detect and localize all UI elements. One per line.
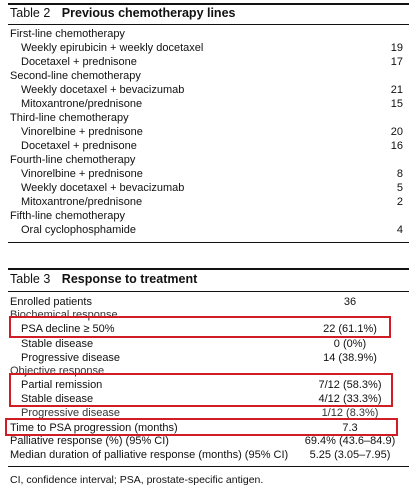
table2-label: Table 2 — [10, 6, 51, 20]
row-value: 8 — [396, 168, 403, 180]
row-label: Vinorelbine + prednisone — [21, 168, 143, 180]
table3-title: Response to treatment — [61, 272, 198, 286]
table2-row — [0, 167, 417, 181]
table3-row — [0, 295, 417, 309]
table2-header-rule — [8, 24, 409, 25]
row-value: 36 — [343, 296, 357, 308]
row-value: 17 — [390, 56, 403, 68]
row-label: Docetaxel + prednisone — [21, 56, 137, 68]
row-value: 16 — [390, 140, 403, 152]
row-label: Fifth-line chemotherapy — [10, 210, 125, 222]
row-value: 19 — [390, 42, 403, 54]
row-label: Vinorelbine + prednisone — [21, 126, 143, 138]
table3-footnote: CI, confidence interval; PSA, prostate-specific antigen. — [10, 474, 264, 486]
table2-row — [0, 181, 417, 195]
table3-row — [0, 351, 417, 365]
table3-row — [0, 434, 417, 448]
table2-row — [0, 125, 417, 139]
row-label: Oral cyclophosphamide — [21, 224, 136, 236]
table3-row — [0, 448, 417, 462]
row-label: Stable disease — [21, 393, 94, 405]
table2-row — [0, 41, 417, 55]
row-label: Second-line chemotherapy — [10, 70, 141, 82]
table2-row — [0, 27, 417, 41]
highlight-box-objective-response — [9, 373, 393, 407]
row-value: 0 (0%) — [333, 338, 367, 350]
highlight-box-time-to-progression — [5, 418, 398, 436]
highlight-box-psa-decline — [9, 316, 391, 338]
row-value: 1/12 (8.3%) — [321, 407, 379, 419]
table2-row — [0, 111, 417, 125]
table2-row — [0, 195, 417, 209]
table3-bottom-rule — [8, 466, 409, 467]
table2-row — [0, 223, 417, 237]
row-label: Time to PSA progression (months) — [10, 422, 178, 434]
table2-row — [0, 83, 417, 97]
table2-row — [0, 209, 417, 223]
row-label: Docetaxel + prednisone — [21, 140, 137, 152]
table2-bottom-rule — [8, 242, 409, 243]
row-label: Third-line chemotherapy — [10, 112, 129, 124]
table3-top-rule — [8, 268, 409, 270]
row-value: 5.25 (3.05–7.95) — [309, 449, 391, 461]
row-value: 7.3 — [342, 422, 358, 434]
row-value: 21 — [390, 84, 403, 96]
row-value: 20 — [390, 126, 403, 138]
table2-title: Previous chemotherapy lines — [61, 6, 236, 20]
table3-header-rule — [8, 291, 409, 292]
row-value: 5 — [396, 182, 403, 194]
row-label: Objective response — [10, 365, 105, 377]
row-label: Progressive disease — [21, 407, 121, 419]
row-label: Biochemical response — [10, 309, 118, 321]
row-label: Weekly epirubicin + weekly docetaxel — [21, 42, 204, 54]
table2-row — [0, 139, 417, 153]
row-label: Enrolled patients — [10, 296, 92, 308]
row-value: 7/12 (58.3%) — [318, 379, 382, 391]
row-value: 69.4% (43.6–84.9) — [304, 435, 396, 447]
row-label: Mitoxantrone/prednisone — [21, 98, 143, 110]
table3-caption — [10, 272, 197, 286]
table2-row — [0, 153, 417, 167]
table2-top-rule — [8, 3, 409, 5]
row-label: Weekly docetaxel + bevacizumab — [21, 182, 185, 194]
table2-row — [0, 69, 417, 83]
row-value: 15 — [390, 98, 403, 110]
table2-row — [0, 97, 417, 111]
row-value: 4/12 (33.3%) — [318, 393, 382, 405]
row-label: Median duration of palliative response (months) (95% CI) — [10, 449, 289, 461]
row-label: Weekly docetaxel + bevacizumab — [21, 84, 185, 96]
row-label: Fourth-line chemotherapy — [10, 154, 136, 166]
row-label: Mitoxantrone/prednisone — [21, 196, 143, 208]
row-value: 22 (61.1%) — [323, 323, 377, 335]
table3-label: Table 3 — [10, 272, 51, 286]
row-label: Progressive disease — [21, 352, 121, 364]
row-value: 4 — [396, 224, 403, 236]
table2-caption — [10, 6, 235, 20]
table2-row — [0, 55, 417, 69]
row-label: Partial remission — [21, 379, 103, 391]
table3-row — [0, 337, 417, 351]
row-value: 2 — [396, 196, 403, 208]
row-label: PSA decline ≥ 50% — [21, 323, 115, 335]
row-label: Palliative response (%) (95% CI) — [10, 435, 169, 447]
row-value: 14 (38.9%) — [323, 352, 377, 364]
row-label: Stable disease — [21, 338, 94, 350]
row-label: First-line chemotherapy — [10, 28, 125, 40]
